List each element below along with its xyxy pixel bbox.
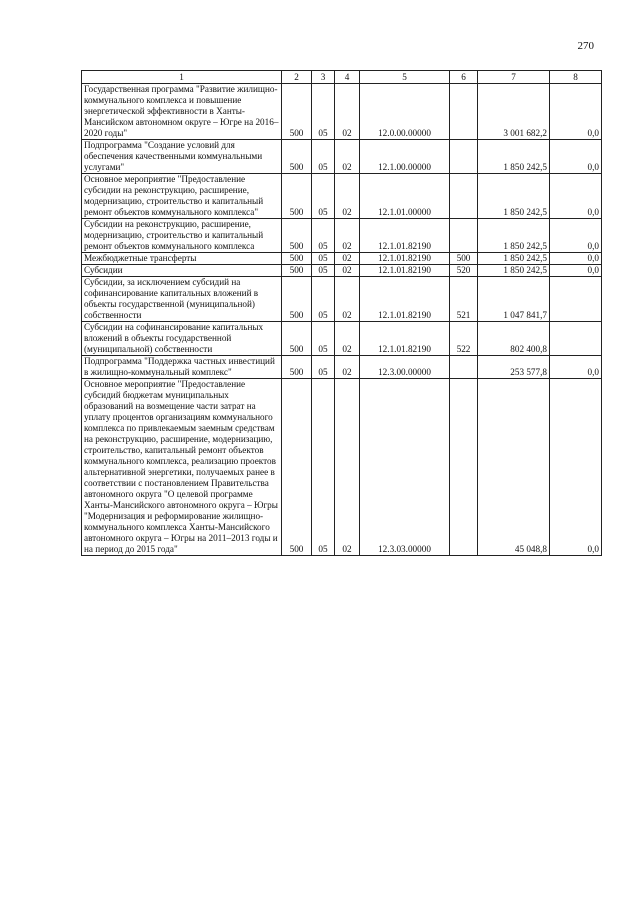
row-name-cell: Подпрограмма "Поддержка частных инвестиций в жилищно-коммунальный комплекс" <box>82 356 282 379</box>
expense-type-cell: 500 <box>450 253 478 265</box>
column-header: 2 <box>282 71 312 84</box>
subsection-cell: 02 <box>335 219 360 253</box>
admin-code-cell: 500 <box>282 277 312 322</box>
subsection-cell: 02 <box>335 84 360 140</box>
amount-extra-cell: 0,0 <box>550 140 602 174</box>
amount-cell: 1 850 242,5 <box>478 265 550 277</box>
admin-code-cell: 500 <box>282 219 312 253</box>
target-article-cell: 12.1.01.82190 <box>360 253 450 265</box>
amount-cell: 253 577,8 <box>478 356 550 379</box>
amount-cell: 1 850 242,5 <box>478 253 550 265</box>
column-header: 7 <box>478 71 550 84</box>
expense-type-cell: 522 <box>450 322 478 356</box>
page-number: 270 <box>577 40 594 52</box>
admin-code-cell: 500 <box>282 265 312 277</box>
target-article-cell: 12.3.03.00000 <box>360 379 450 556</box>
subsection-cell: 02 <box>335 277 360 322</box>
amount-cell: 1 047 841,7 <box>478 277 550 322</box>
target-article-cell: 12.1.01.82190 <box>360 265 450 277</box>
target-article-cell: 12.0.00.00000 <box>360 84 450 140</box>
subsection-cell: 02 <box>335 265 360 277</box>
section-cell: 05 <box>312 174 335 219</box>
column-header: 8 <box>550 71 602 84</box>
expense-type-cell <box>450 84 478 140</box>
table-row <box>82 277 602 322</box>
table-row <box>82 379 602 556</box>
table-row <box>82 219 602 253</box>
budget-table <box>81 70 602 556</box>
row-name-cell: Субсидии на реконструкцию, расширение, модернизацию, строительство и капитальный ремонт объектов коммунального комплекса <box>82 219 282 253</box>
amount-extra-cell: 0,0 <box>550 253 602 265</box>
table-row <box>82 356 602 379</box>
amount-extra-cell: 0,0 <box>550 379 602 556</box>
amount-extra-cell: 0,0 <box>550 219 602 253</box>
subsection-cell: 02 <box>335 322 360 356</box>
admin-code-cell: 500 <box>282 140 312 174</box>
amount-cell: 1 850 242,5 <box>478 140 550 174</box>
row-name-cell: Субсидии, за исключением субсидий на софинансирование капитальных вложений в объекты государственной (муниципальной) собственности <box>82 277 282 322</box>
subsection-cell: 02 <box>335 174 360 219</box>
subsection-cell: 02 <box>335 356 360 379</box>
expense-type-cell: 521 <box>450 277 478 322</box>
row-name-cell: Основное мероприятие "Предоставление субсидий бюджетам муниципальных образований на возмещение части затрат на уплату процентов организациям коммунального комплекса по привлекаемым заемным средствам на реконструкцию, расширение, модернизацию, строительство, капитальный ремонт объектов коммунального комплекса, реализацию проектов альтернативной энергетики, получаемых ранее в соответствии с постановлением Правительства автономного округа "О целевой программе Ханты-Мансийского автономного округа – Югры "Модернизация и реформирование жилищно-коммунального комплекса Ханты-Мансийского автономного округа – Югры на 2011–2013 годы и на период до 2015 года" <box>82 379 282 556</box>
section-cell: 05 <box>312 253 335 265</box>
table-row <box>82 140 602 174</box>
expense-type-cell <box>450 219 478 253</box>
table-header-row <box>82 71 602 84</box>
expense-type-cell: 520 <box>450 265 478 277</box>
section-cell: 05 <box>312 84 335 140</box>
target-article-cell: 12.1.01.82190 <box>360 219 450 253</box>
row-name-cell: Государственная программа "Развитие жилищно-коммунального комплекса и повышение энергетической эффективности в Ханты-Мансийском автономном округе – Югре на 2016–2020 годы" <box>82 84 282 140</box>
row-name-cell: Межбюджетные трансферты <box>82 253 282 265</box>
expense-type-cell <box>450 379 478 556</box>
row-name-cell: Подпрограмма "Создание условий для обеспечения качественными коммунальными услугами" <box>82 140 282 174</box>
column-header: 1 <box>82 71 282 84</box>
section-cell: 05 <box>312 379 335 556</box>
row-name-cell: Субсидии <box>82 265 282 277</box>
table-row <box>82 174 602 219</box>
column-header: 4 <box>335 71 360 84</box>
amount-cell: 3 001 682,2 <box>478 84 550 140</box>
column-header: 5 <box>360 71 450 84</box>
table-row <box>82 253 602 265</box>
column-header: 3 <box>312 71 335 84</box>
amount-extra-cell: 0,0 <box>550 356 602 379</box>
amount-cell: 802 400,8 <box>478 322 550 356</box>
section-cell: 05 <box>312 265 335 277</box>
amount-extra-cell <box>550 322 602 356</box>
amount-cell: 1 850 242,5 <box>478 219 550 253</box>
admin-code-cell: 500 <box>282 174 312 219</box>
target-article-cell: 12.1.01.82190 <box>360 277 450 322</box>
section-cell: 05 <box>312 322 335 356</box>
target-article-cell: 12.1.01.00000 <box>360 174 450 219</box>
admin-code-cell: 500 <box>282 356 312 379</box>
section-cell: 05 <box>312 140 335 174</box>
table-row <box>82 265 602 277</box>
admin-code-cell: 500 <box>282 84 312 140</box>
admin-code-cell: 500 <box>282 253 312 265</box>
section-cell: 05 <box>312 219 335 253</box>
expense-type-cell <box>450 140 478 174</box>
target-article-cell: 12.1.01.82190 <box>360 322 450 356</box>
admin-code-cell: 500 <box>282 379 312 556</box>
target-article-cell: 12.1.00.00000 <box>360 140 450 174</box>
table-row <box>82 322 602 356</box>
expense-type-cell <box>450 356 478 379</box>
subsection-cell: 02 <box>335 379 360 556</box>
section-cell: 05 <box>312 356 335 379</box>
row-name-cell: Основное мероприятие "Предоставление субсидии на реконструкцию, расширение, модернизацию, строительство и капитальный ремонт объектов коммунального комплекса" <box>82 174 282 219</box>
table-row <box>82 84 602 140</box>
amount-extra-cell: 0,0 <box>550 84 602 140</box>
amount-cell: 45 048,8 <box>478 379 550 556</box>
amount-extra-cell: 0,0 <box>550 265 602 277</box>
admin-code-cell: 500 <box>282 322 312 356</box>
target-article-cell: 12.3.00.00000 <box>360 356 450 379</box>
amount-extra-cell <box>550 277 602 322</box>
amount-extra-cell: 0,0 <box>550 174 602 219</box>
amount-cell: 1 850 242,5 <box>478 174 550 219</box>
row-name-cell: Субсидии на софинансирование капитальных вложений в объекты государственной (муниципальной) собственности <box>82 322 282 356</box>
subsection-cell: 02 <box>335 140 360 174</box>
column-header: 6 <box>450 71 478 84</box>
expense-type-cell <box>450 174 478 219</box>
subsection-cell: 02 <box>335 253 360 265</box>
section-cell: 05 <box>312 277 335 322</box>
